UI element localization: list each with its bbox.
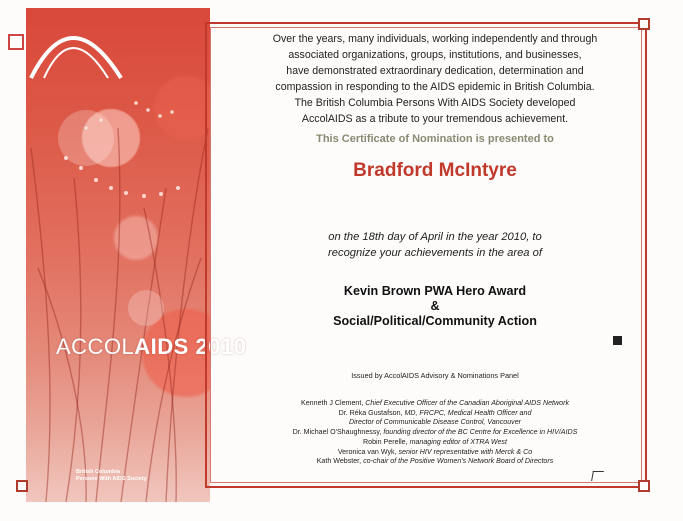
square-bullet-icon bbox=[613, 336, 622, 345]
committee-member: Robin Perelle, managing editor of XTRA West bbox=[363, 437, 507, 446]
committee-member: Kenneth J Clement, Chief Executive Officer of the Canadian Aboriginal AIDS Network bbox=[301, 399, 569, 407]
date-line: recognize your achievements in the area of bbox=[328, 247, 542, 259]
issued-by-line: Issued by AccolAIDS Advisory & Nominations Panel bbox=[351, 371, 519, 380]
award-title: Kevin Brown PWA Hero Award bbox=[343, 284, 527, 298]
intro-line: The British Columbia Persons With AIDS Society developed bbox=[294, 97, 576, 109]
corner-ornament bbox=[638, 480, 650, 492]
bcpwa-arch-logo-icon bbox=[26, 8, 126, 78]
committee-member: Dr. Réka Gustafson, MD, FRCPC, Medical Health Officer and bbox=[338, 408, 532, 417]
date-statement bbox=[250, 229, 620, 261]
intro-line: have demonstrated extraordinary dedication, determination and bbox=[286, 65, 584, 77]
award-block bbox=[250, 284, 620, 329]
recipient-name: Bradford McIntyre bbox=[353, 160, 517, 181]
date-line: on the 18th day of April in the year 2010, to bbox=[328, 231, 542, 243]
intro-line: associated organizations, groups, institutions, and businesses, bbox=[288, 49, 582, 61]
grass-silhouette-art bbox=[26, 8, 210, 502]
corner-ornament bbox=[16, 480, 28, 492]
committee-member: Dr. Michael O'Shaughnessy, founding director of the BC Centre for Excellence in HIV/AIDS bbox=[292, 428, 578, 437]
intro-line: compassion in responding to the AIDS epidemic in British Columbia. bbox=[275, 81, 595, 93]
bcpwa-org-name: British Columbia Persons With AIDS Society bbox=[76, 469, 147, 482]
award-category: Social/Political/Community Action bbox=[333, 314, 537, 328]
presented-to-line: This Certificate of Nomination is presented to bbox=[316, 133, 554, 145]
scan-artifact-mark bbox=[591, 471, 604, 481]
committee-member: Director of Communicable Disease Control, Vancouver bbox=[348, 418, 522, 427]
accolaids-2010-logo: ACCOLAIDS 2010 bbox=[56, 334, 247, 359]
corner-ornament bbox=[638, 18, 650, 30]
intro-line: AccolAIDS as a tribute to your tremendous achievement. bbox=[301, 113, 569, 125]
committee-list bbox=[250, 399, 620, 467]
intro-paragraph bbox=[250, 31, 620, 127]
corner-ornament bbox=[8, 34, 24, 50]
award-conjunction: & bbox=[430, 299, 440, 313]
committee-member: Veronica van Wyk, senior HIV representative with Merck & Co bbox=[337, 447, 533, 456]
intro-line: Over the years, many individuals, working independently and through bbox=[272, 33, 598, 45]
decorative-artwork-panel bbox=[26, 8, 247, 502]
committee-member: Kath Webster, co-chair of the Positive Women's Network Board of Directors bbox=[316, 457, 554, 466]
